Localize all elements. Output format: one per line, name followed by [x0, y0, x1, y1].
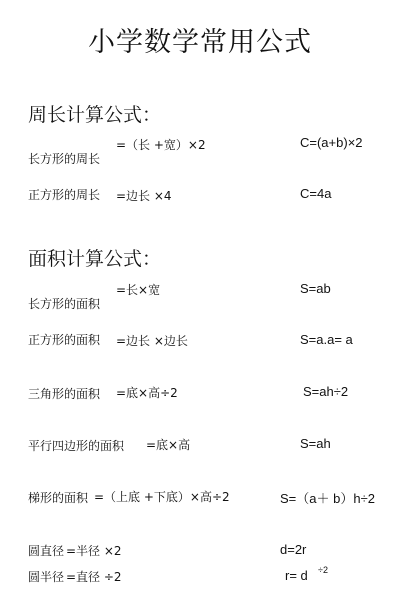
circle-radius-formula: =直径 ÷2 [66, 570, 122, 584]
triangle-area-label: 三角形的面积 [28, 387, 101, 401]
rectangle-area-formula: =长×宽 [116, 283, 161, 297]
circle-diameter-label: 圆直径 [28, 544, 65, 558]
trapezoid-area-label: 梯形的面积 [28, 491, 89, 505]
square-area-formula: =边长 ×边长 [116, 334, 188, 348]
circle-radius-equation-tail: ÷2 [318, 565, 328, 575]
circle-radius-equation: r= d [285, 568, 308, 583]
rectangle-perimeter-equation: C=(a+b)×2 [300, 135, 363, 150]
area-heading: 面积计算公式： [28, 248, 162, 270]
square-perimeter-label: 正方形的周长 [28, 188, 101, 202]
triangle-area-equation: S=ah÷2 [303, 384, 349, 399]
parallelogram-area-formula: =底×高 [146, 438, 191, 452]
page-title: 小学数学常用公式 [88, 27, 312, 58]
triangle-area-formula: =底×高÷2 [116, 386, 178, 400]
parallelogram-area-label: 平行四边形的面积 [28, 439, 125, 453]
parallelogram-area-equation: S=ah [300, 436, 331, 451]
rectangle-area-equation: S=ab [300, 281, 331, 296]
rectangle-perimeter-label: 长方形的周长 [28, 152, 101, 166]
trapezoid-area-formula: =（上底 +下底）×高÷2 [94, 490, 230, 504]
rectangle-perimeter-formula: =（长 +宽）×2 [116, 138, 206, 152]
trapezoid-area-equation: S=（a＋ b）h÷2 [280, 491, 375, 506]
square-area-label: 正方形的面积 [28, 333, 101, 347]
square-perimeter-equation: C=4a [300, 186, 332, 201]
circle-radius-label: 圆半径 [28, 570, 65, 584]
circle-diameter-formula: =半径 ×2 [66, 544, 122, 558]
circle-diameter-equation: d=2r [280, 542, 307, 557]
square-perimeter-formula: =边长 ×4 [116, 189, 172, 203]
square-area-equation: S=a.a= a [300, 332, 353, 347]
perimeter-heading: 周长计算公式： [28, 104, 162, 126]
rectangle-area-label: 长方形的面积 [28, 297, 101, 311]
